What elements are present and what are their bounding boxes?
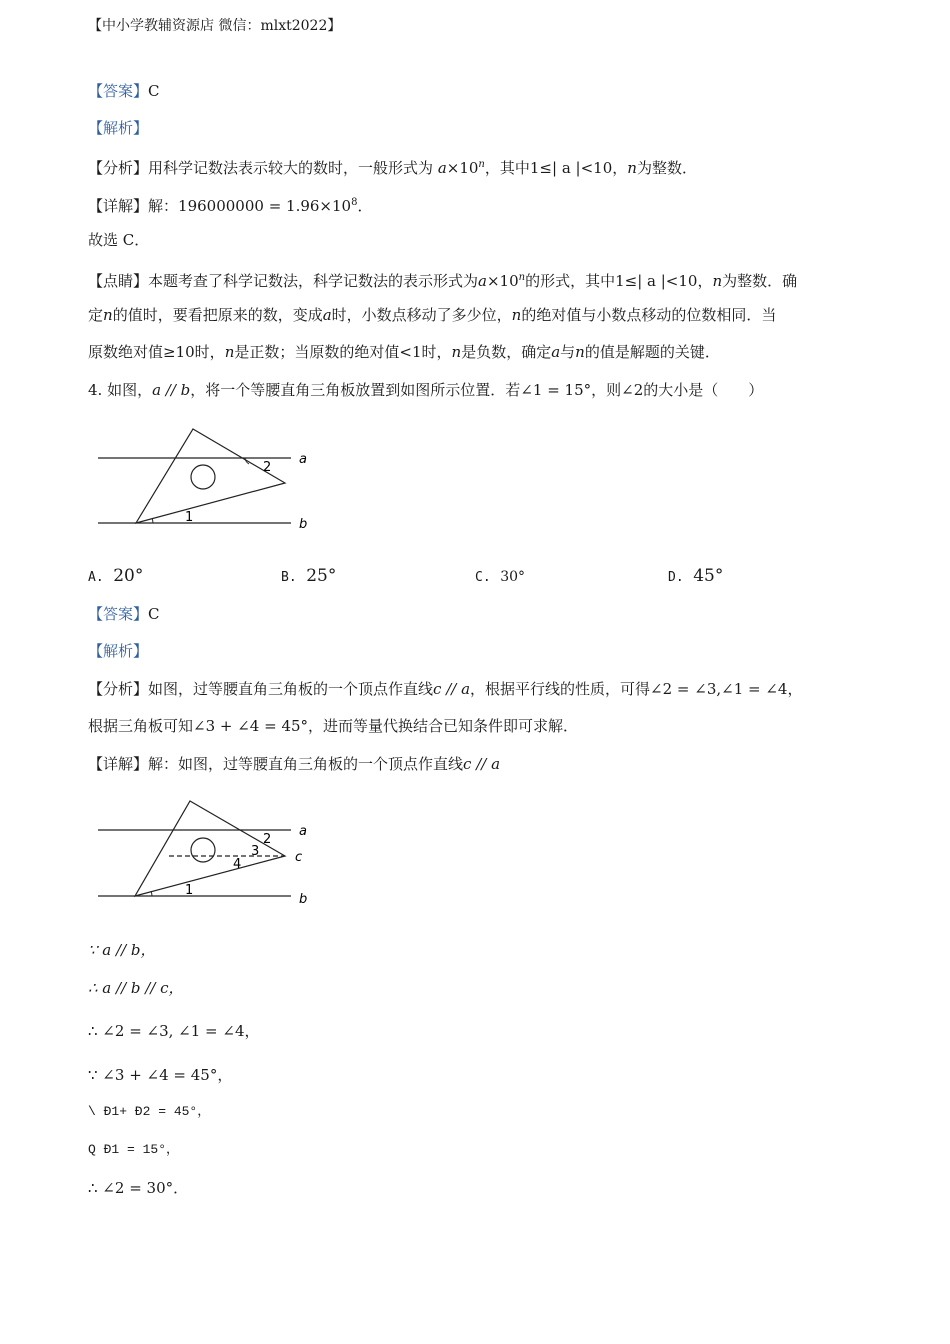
math-n: n xyxy=(627,159,637,177)
q3-detail-line xyxy=(88,193,372,216)
page-header: 【中小学教辅资源店 微信：mlxt2022】 xyxy=(88,18,342,34)
figure-2 xyxy=(95,797,315,912)
math-a: a xyxy=(478,272,487,290)
analysis-tag: 【解析】 xyxy=(88,119,149,137)
label-b: b xyxy=(299,517,308,532)
math-n: n xyxy=(451,343,462,361)
label-2: 2 xyxy=(263,832,272,847)
q4-answer-line xyxy=(88,604,160,624)
text: 与 xyxy=(560,343,576,361)
option-value: 20° xyxy=(113,566,144,586)
math-c-parallel-a: c // a xyxy=(433,680,471,698)
answer-tag: 【答案】 xyxy=(88,605,149,623)
math-n: n xyxy=(712,272,723,290)
label-3: 3 xyxy=(251,844,260,859)
detail-tag: 【详解】 xyxy=(88,197,149,215)
q3-comment-line1 xyxy=(88,268,797,291)
math-angle1: ∠1 = 15° xyxy=(520,381,592,399)
solution-step-5: \ Ð1+ Ð2 = 45°， xyxy=(88,1104,211,1119)
triangle xyxy=(136,429,285,523)
math-exp: n xyxy=(518,272,526,283)
label-1: 1 xyxy=(185,883,194,898)
text: 时，小数点移动了多少位， xyxy=(331,306,512,324)
text: 为整数．确 xyxy=(722,272,798,290)
text: 是负数，确定 xyxy=(461,343,552,361)
q3-answer-line xyxy=(88,81,160,101)
q4-fenxi-line1 xyxy=(88,679,803,699)
q3-comment-line2 xyxy=(88,305,776,325)
math-abs: 1≤| a |<10 xyxy=(615,272,698,290)
solution-step-4: ∵ ∠3 + ∠4 = 45°， xyxy=(88,1066,233,1084)
math-n: n xyxy=(575,343,585,361)
option-letter: C. xyxy=(475,570,491,585)
math-angle2: ∠2 xyxy=(621,381,644,399)
option-letter: B. xyxy=(281,570,297,585)
label-c: c xyxy=(295,850,303,865)
text: 的大小是（ ） xyxy=(643,381,764,399)
option-c[interactable] xyxy=(475,566,525,588)
figure-1 xyxy=(95,425,315,535)
math-c-parallel-a: c // a xyxy=(463,755,501,773)
option-b[interactable] xyxy=(281,566,336,588)
text: ，则 xyxy=(591,381,622,399)
math-exp: 8 xyxy=(351,197,358,208)
label-a: a xyxy=(299,824,307,839)
text: 定 xyxy=(88,306,104,324)
math-a: a xyxy=(437,159,447,177)
comment-tag: 【点睛】 xyxy=(88,272,149,290)
solution-step-6: Q Ð1 = 15°， xyxy=(88,1142,180,1157)
math-sum: ∠3 + ∠4 = 45° xyxy=(193,717,309,735)
solution-step-7: ∴ ∠2 = 30°． xyxy=(88,1179,189,1197)
q3-choose: 故选 C． xyxy=(88,231,150,249)
label-1: 1 xyxy=(185,510,194,525)
math-n: n xyxy=(511,306,522,324)
text: 时， xyxy=(421,343,452,361)
text: 如图，过等腰直角三角板的一个顶点作直线 xyxy=(148,680,434,698)
math-lt1: <1 xyxy=(399,343,422,361)
fenxi-tag: 【分析】 xyxy=(88,159,149,177)
text: 解：如图，过等腰直角三角板的一个顶点作直线 xyxy=(148,755,464,773)
q4-stem xyxy=(88,380,763,400)
text: 为整数． xyxy=(636,159,697,177)
q3-comment-line3 xyxy=(88,342,720,362)
text: 的绝对值与小数点移动的位数相同．当 xyxy=(521,306,777,324)
label-2: 2 xyxy=(263,460,272,475)
option-letter: A. xyxy=(88,570,104,585)
math-abs: 1≤| a |<10 xyxy=(529,159,613,177)
fenxi-tag: 【分析】 xyxy=(88,680,149,698)
option-a[interactable] xyxy=(88,566,143,588)
math-times10: ×10 xyxy=(446,159,479,177)
triangle xyxy=(135,801,285,896)
math-times10: ×10 xyxy=(486,272,519,290)
solution-step-1: ∵ a // b， xyxy=(88,941,156,959)
q4-detail-line xyxy=(88,754,500,774)
answer-tag: 【答案】 xyxy=(88,82,149,100)
label-b: b xyxy=(299,892,308,907)
math-angles: ∠2 = ∠3,∠1 = ∠4 xyxy=(650,680,788,698)
detail-tag: 【详解】 xyxy=(88,755,149,773)
text: 原数绝对值 xyxy=(88,343,164,361)
text: 用科学记数法表示较大的数时，一般形式为 xyxy=(148,159,434,177)
text: ， xyxy=(697,272,713,290)
label-4: 4 xyxy=(233,857,242,872)
option-d[interactable] xyxy=(668,566,723,588)
text: ． xyxy=(357,197,373,215)
text: ， xyxy=(612,159,628,177)
solution-step-2: ∴ a // b // c， xyxy=(88,979,184,997)
text: 的值是解题的关键． xyxy=(584,343,720,361)
math-ge10: ≥10 xyxy=(163,343,195,361)
answer-value: C xyxy=(148,82,160,100)
option-value: 30° xyxy=(500,569,526,585)
text: 根据三角板可知 xyxy=(88,717,194,735)
text: 本题考查了科学记数法，科学记数法的表示形式为 xyxy=(148,272,479,290)
math-parallel: a // b xyxy=(152,381,191,399)
math-expr: 196000000 = 1.96×10 xyxy=(178,197,352,215)
text: ，其中 xyxy=(484,159,530,177)
circle-hole xyxy=(191,838,215,862)
text: ，根据平行线的性质，可得 xyxy=(470,680,651,698)
math-a: a xyxy=(322,306,332,324)
math-n: n xyxy=(224,343,235,361)
q3-fenxi-line xyxy=(88,155,697,178)
analysis-tag: 【解析】 xyxy=(88,642,149,660)
text: ，将一个等腰直角三角板放置到如图所示位置．若 xyxy=(190,381,521,399)
text: 是正数；当原数的绝对值 xyxy=(234,343,400,361)
text: 的值时，要看把原来的数，变成 xyxy=(112,306,323,324)
label-a: a xyxy=(299,452,307,467)
math-a: a xyxy=(551,343,561,361)
option-value: 25° xyxy=(306,566,337,586)
q4-fenxi-line2 xyxy=(88,716,578,736)
solution-step-3: ∴ ∠2 = ∠3, ∠1 = ∠4， xyxy=(88,1022,260,1040)
math-n: n xyxy=(103,306,113,324)
text: ， xyxy=(787,680,803,698)
text: 4. 如图， xyxy=(88,381,153,399)
circle-hole xyxy=(191,465,215,489)
option-value: 45° xyxy=(693,566,724,586)
answer-value: C xyxy=(148,605,160,623)
text: 解： xyxy=(148,197,179,215)
text: 时， xyxy=(194,343,225,361)
option-letter: D. xyxy=(668,570,684,585)
text: ，进而等量代换结合已知条件即可求解． xyxy=(308,717,579,735)
text: 的形式，其中 xyxy=(525,272,616,290)
math-exp: n xyxy=(478,159,485,170)
